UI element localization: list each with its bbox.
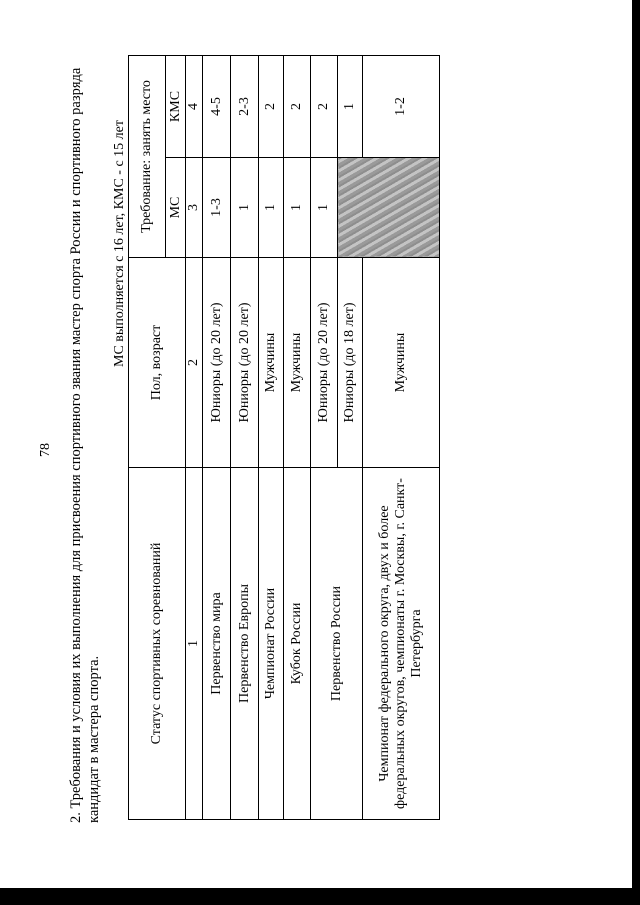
cell-status: Первенство мира xyxy=(203,468,231,820)
header-kms: КМС xyxy=(166,56,186,158)
cell-ms: 1-3 xyxy=(203,158,231,258)
cell-kms: 2 xyxy=(284,56,311,158)
cell-status: Чемпионат России xyxy=(259,468,284,820)
cell-kms: 2-3 xyxy=(231,56,259,158)
intro-paragraph: 2. Требования и условия их выполнения для присвоения спортивного звания мастер спорта России и спортивного разряда кандидат в мастера спорта. xyxy=(68,67,102,823)
column-number: 1 xyxy=(186,468,203,820)
cell-gender-age: Юниоры (до 18 лет) xyxy=(338,258,363,468)
cell-kms: 1 xyxy=(338,56,363,158)
table-row xyxy=(284,56,311,820)
age-requirement-note: МС выполняется с 16 лет, КМС - с 15 лет xyxy=(112,120,127,367)
cell-status: Первенство России xyxy=(311,468,363,820)
cell-status: Кубок России xyxy=(284,468,311,820)
cell-gender-age: Мужчины xyxy=(363,258,440,468)
cell-status: Первенство Европы xyxy=(231,468,259,820)
cell-gender-age: Юниоры (до 20 лет) xyxy=(203,258,231,468)
shaded-cell xyxy=(338,158,440,258)
cell-ms: 1 xyxy=(259,158,284,258)
page-number: 78 xyxy=(38,443,53,457)
cell-gender-age: Мужчины xyxy=(259,258,284,468)
requirements-table xyxy=(128,55,440,820)
table-row xyxy=(231,56,259,820)
table-row xyxy=(259,56,284,820)
cell-kms: 4-5 xyxy=(203,56,231,158)
cell-gender-age: Мужчины xyxy=(284,258,311,468)
cell-kms: 1-2 xyxy=(363,56,440,158)
cell-gender-age: Юниоры (до 20 лет) xyxy=(311,258,338,468)
header-gender-age: Пол, возраст xyxy=(129,258,186,468)
table-row xyxy=(203,56,231,820)
cell-ms: 1 xyxy=(311,158,338,258)
column-numbers-row xyxy=(186,56,203,820)
cell-kms: 2 xyxy=(311,56,338,158)
header-status: Статус спортивных соревнований xyxy=(129,468,186,820)
cell-gender-age: Юниоры (до 20 лет) xyxy=(231,258,259,468)
column-number: 3 xyxy=(186,158,203,258)
cell-kms: 2 xyxy=(259,56,284,158)
table-header-row xyxy=(129,56,166,820)
cell-ms: 1 xyxy=(231,158,259,258)
column-number: 2 xyxy=(186,258,203,468)
table-row xyxy=(311,56,338,820)
cell-status: Чемпионат федерального округа, двух и более федеральных округов, чемпионаты г. Москвы, г. Санкт-Петербурга xyxy=(363,468,440,820)
header-ms: МС xyxy=(166,158,186,258)
column-number: 4 xyxy=(186,56,203,158)
header-requirement: Требование: занять место xyxy=(129,56,166,258)
cell-ms: 1 xyxy=(284,158,311,258)
